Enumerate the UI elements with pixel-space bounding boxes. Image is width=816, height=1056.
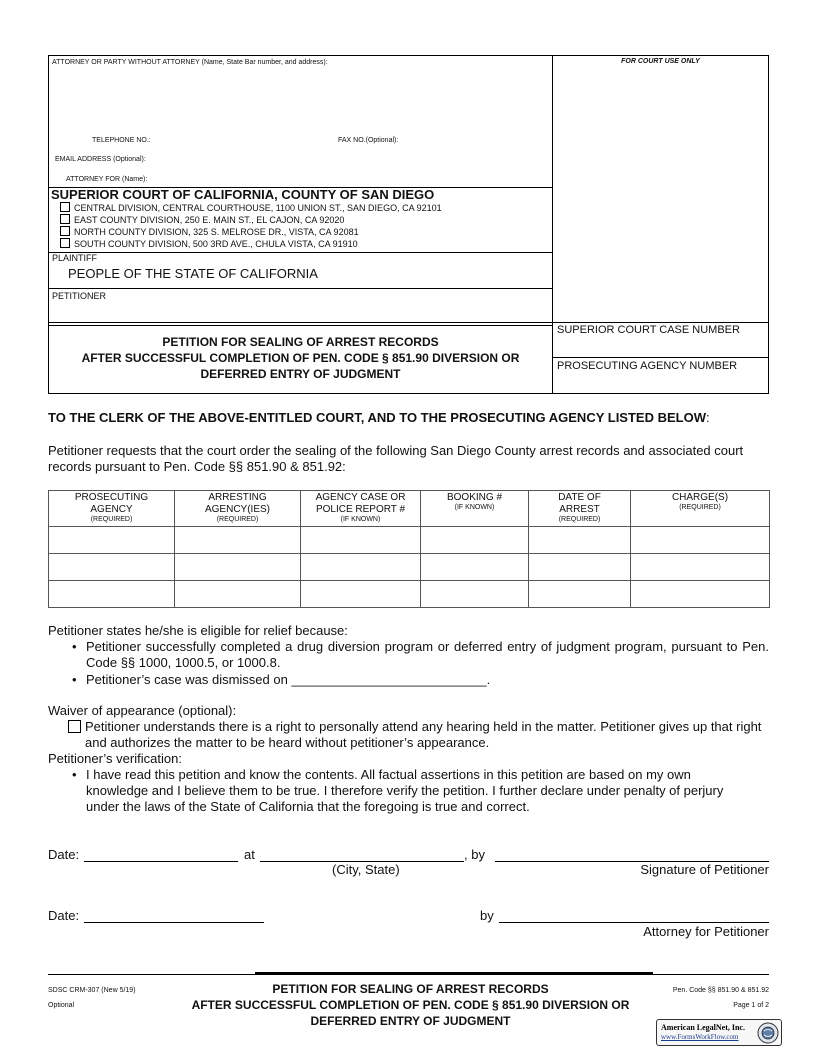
case-number-label: SUPERIOR COURT CASE NUMBER — [557, 324, 740, 336]
plaintiff-label: PLAINTIFF — [52, 253, 98, 263]
waiver-checkbox[interactable] — [68, 720, 81, 733]
waiver-label: Waiver of appearance (optional): — [48, 703, 237, 718]
verification-text: • I have read this petition and know the contents. All factual assertions in this petition are based on my own knowledge and I believe them to be true. I therefore verify the petition. I further declare under penalty of perjury under the laws of the State of California that the foregoing is true and correct. — [48, 767, 769, 815]
division-central[interactable]: CENTRAL DIVISION, CENTRAL COURTHOUSE, 1100 UNION ST., SAN DIEGO, CA 92101 — [60, 202, 442, 214]
attorney-caption: Attorney for Petitioner — [643, 924, 769, 939]
footer-rule-thin — [48, 974, 769, 975]
court-use-label: FOR COURT USE ONLY — [621, 58, 700, 65]
checkbox[interactable] — [60, 226, 70, 236]
table-header-row — [49, 491, 770, 527]
form-title: PETITION FOR SEALING OF ARREST RECORDS AFTER SUCCESSFUL COMPLETION OF PEN. CODE § 851.90 DIVERSION OR DEFERRED ENTRY OF JUDGMENT — [81, 335, 520, 381]
plaintiff-value: PEOPLE OF THE STATE OF CALIFORNIA — [68, 266, 318, 281]
table-row — [49, 554, 770, 581]
city-state-line[interactable] — [260, 847, 464, 862]
division-north[interactable]: NORTH COUNTY DIVISION, 325 S. MELROSE DR., VISTA, CA 92081 — [60, 226, 442, 238]
footer-title: PETITION FOR SEALING OF ARREST RECORDS AFTER SUCCESSFUL COMPLETION OF PEN. CODE § 851.90 DIVERSION OR DEFERRED ENTRY OF JUDGMENT — [191, 982, 630, 1028]
signature-petitioner-line[interactable] — [495, 847, 769, 862]
agency-number-label: PROSECUTING AGENCY NUMBER — [557, 360, 738, 372]
division-east[interactable]: EAST COUNTY DIVISION, 250 E. MAIN ST., EL CAJON, CA 92020 — [60, 214, 442, 226]
form-id: SDSC CRM-307 (New 5/19) — [48, 987, 136, 994]
verification-section — [48, 767, 769, 815]
attorney-signature-line[interactable] — [499, 908, 769, 923]
eligible-intro: Petitioner states he/she is eligible for relief because: — [48, 623, 348, 638]
city-state-caption: (City, State) — [332, 862, 400, 877]
divider — [48, 322, 769, 323]
legalnet-logo: American LegalNet, Inc. www.FormsWorkFlow.com — [656, 1019, 782, 1046]
col-arresting-agency: ARRESTING AGENCY(IES) (REQUIRED) — [175, 491, 301, 527]
court-use-box — [552, 55, 769, 394]
signature-row-2: Date: by — [48, 908, 769, 926]
eligibility-section — [48, 623, 769, 688]
date-line-1[interactable] — [84, 847, 238, 862]
date-line-2[interactable] — [84, 908, 264, 923]
divider — [552, 357, 769, 358]
col-booking: BOOKING # (IF KNOWN) — [421, 491, 529, 527]
table-row — [49, 581, 770, 608]
col-agency-case: AGENCY CASE OR POLICE REPORT # (IF KNOWN) — [301, 491, 421, 527]
signature-row-1: Date: at , by — [48, 847, 769, 865]
globe-icon — [757, 1022, 779, 1044]
table-row — [49, 527, 770, 554]
divider — [48, 325, 553, 326]
checkbox[interactable] — [60, 202, 70, 212]
arrest-table — [48, 490, 770, 608]
page-number: Page 1 of 2 — [733, 1002, 769, 1009]
attorney-label: ATTORNEY OR PARTY WITHOUT ATTORNEY (Name, State Bar number, and address): — [52, 59, 328, 66]
verification-label: Petitioner’s verification: — [48, 751, 182, 766]
divider — [48, 252, 553, 253]
email-label: EMAIL ADDRESS (Optional): — [55, 156, 146, 163]
fax-label: FAX NO.(Optional): — [338, 137, 399, 144]
telephone-label: TELEPHONE NO.: — [92, 137, 151, 144]
request-text: Petitioner requests that the court order the sealing of the following San Diego County arrest records and associated court records pursuant to Pen. Code §§ 851.90 & 851.92: — [48, 443, 744, 474]
col-date-of-arrest: DATE OF ARREST (REQUIRED) — [529, 491, 631, 527]
eligible-item-1: • Petitioner successfully completed a drug diversion program or deferred entry of judgment program, pursuant to Pen. Code §§ 1000, 1000.5, or 1000.8. — [48, 639, 769, 671]
col-charges: CHARGE(S) (REQUIRED) — [631, 491, 770, 527]
optional-label: Optional — [48, 1002, 75, 1009]
to-clerk-heading: TO THE CLERK OF THE ABOVE-ENTITLED COURT, AND TO THE PROSECUTING AGENCY LISTED BELOW: — [48, 410, 710, 425]
checkbox[interactable] — [60, 238, 70, 248]
attorney-for-label: ATTORNEY FOR (Name): — [66, 176, 148, 183]
col-prosecuting-agency: PROSECUTING AGENCY (REQUIRED) — [49, 491, 175, 527]
divider — [48, 288, 553, 289]
petitioner-label: PETITIONER — [52, 291, 107, 301]
pen-code-ref: Pen. Code §§ 851.90 & 851.92 — [672, 987, 769, 994]
signature-petitioner-caption: Signature of Petitioner — [640, 862, 769, 877]
waiver-text: Petitioner understands there is a right to personally attend any hearing held in the matter. Petitioner gives up that right and authorizes the matter to be heard without petitioner’s appearance. — [85, 719, 762, 750]
court-name: SUPERIOR COURT OF CALIFORNIA, COUNTY OF SAN DIEGO — [51, 187, 435, 202]
division-south[interactable]: SOUTH COUNTY DIVISION, 500 3RD AVE., CHULA VISTA, CA 91910 — [60, 238, 442, 250]
waiver-section — [68, 719, 769, 751]
eligible-item-2: • Petitioner’s case was dismissed on ___________________________. — [48, 672, 769, 688]
checkbox[interactable] — [60, 214, 70, 224]
division-list — [60, 202, 442, 250]
